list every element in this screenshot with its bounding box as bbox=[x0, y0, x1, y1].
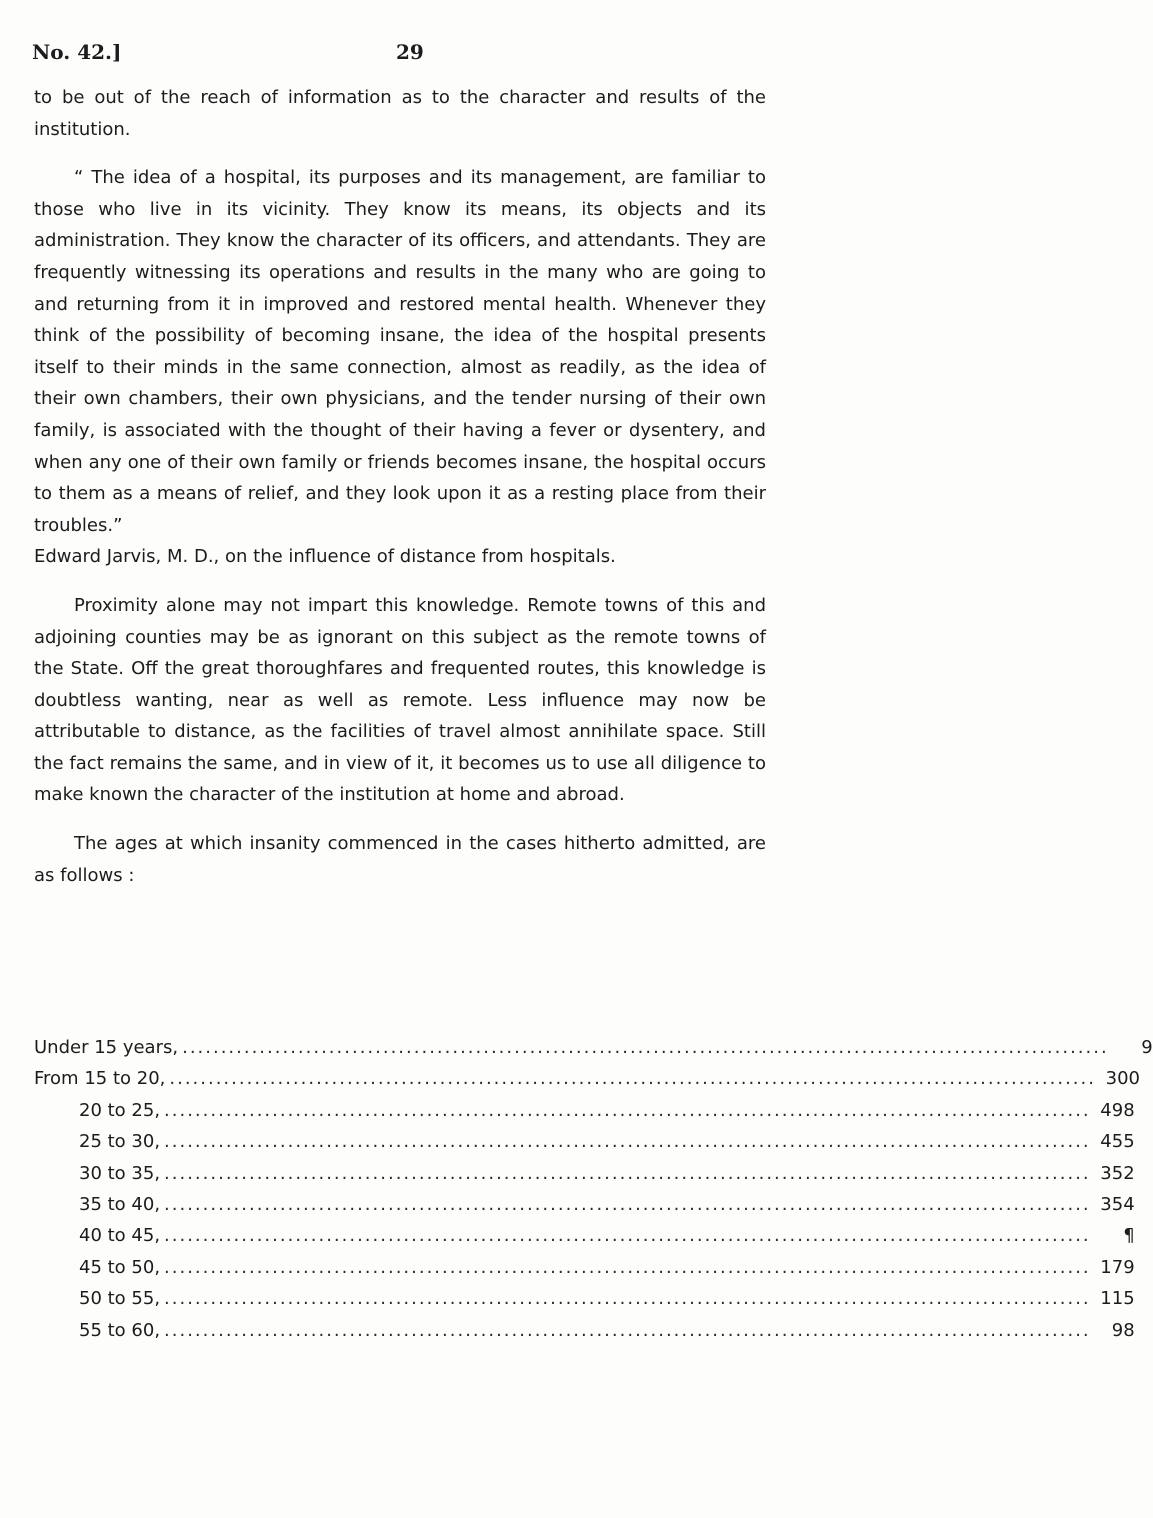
row-label: 20 to 25, bbox=[79, 1099, 161, 1121]
dot-leader: ........................................................................................................................ bbox=[164, 1131, 1091, 1153]
paragraph: Proximity alone may not impart this knowledge. Remote towns of this and adjoining counties may be as ignorant on this subject as the remote towns of the State. Off the great thoroughfares and frequented routes, this knowledge is doubtless wanting, near as well as remote. Less influence may now be attributable to distance, as the facilities of travel almost annihilate space. Still the fact remains the same, and in view of it, it becomes us to use all diligence to make known the character of the institution at home and abroad. bbox=[34, 594, 766, 806]
row-label: 30 to 35, bbox=[79, 1162, 161, 1184]
page-number: 29 bbox=[396, 40, 424, 64]
row-value: 300 bbox=[1105, 1068, 1140, 1090]
row-value: 98 bbox=[1111, 1319, 1135, 1341]
body-text bbox=[34, 82, 766, 891]
dot-leader: ........................................................................................................................ bbox=[164, 1319, 1091, 1341]
dot-leader: ........................................................................................................................ bbox=[164, 1193, 1091, 1215]
row-value: 352 bbox=[1100, 1162, 1135, 1184]
dot-leader: ........................................................................................................................ bbox=[164, 1225, 1091, 1247]
row-label: From 15 to 20, bbox=[34, 1068, 166, 1090]
dot-leader: ........................................................................................................................ bbox=[164, 1288, 1091, 1310]
table-row bbox=[34, 1099, 1135, 1131]
table-row bbox=[34, 1162, 1135, 1194]
table-row bbox=[34, 1288, 1135, 1319]
table-row bbox=[34, 1131, 1135, 1162]
row-label: 25 to 30, bbox=[79, 1131, 161, 1153]
row-value: 9 bbox=[1141, 1037, 1153, 1058]
row-value: ¶ bbox=[1123, 1225, 1135, 1247]
row-value: 115 bbox=[1100, 1288, 1135, 1310]
quotation-attribution: Edward Jarvis, M. D., on the influence of distance from hospitals. bbox=[34, 546, 616, 568]
dot-leader: ........................................................................................................................ bbox=[164, 1162, 1091, 1184]
table-row bbox=[34, 1068, 1140, 1099]
row-label: 50 to 55, bbox=[79, 1288, 161, 1310]
paragraph: to be out of the reach of information as to the character and results of the institution. bbox=[34, 87, 766, 140]
dot-leader: ........................................................................................................................ bbox=[164, 1256, 1091, 1278]
row-label: Under 15 years, bbox=[34, 1037, 179, 1058]
dot-leader: ........................................................................................................................ bbox=[164, 1099, 1091, 1121]
row-value: 179 bbox=[1100, 1256, 1135, 1278]
age-table bbox=[34, 1037, 1153, 1351]
table-row bbox=[34, 1037, 1153, 1068]
row-value: 498 bbox=[1100, 1099, 1135, 1121]
row-label: 40 to 45, bbox=[79, 1225, 161, 1247]
table-row bbox=[34, 1225, 1135, 1256]
table-row bbox=[34, 1319, 1135, 1351]
table-row bbox=[34, 1256, 1135, 1288]
document-number: No. 42.] bbox=[32, 40, 122, 64]
quotation-paragraph: “ The idea of a hospital, its purposes and its management, are familiar to those who live in its vicinity. They know its means, its objects and its administration. They know the character of its officers, and attendants. They are frequently witnessing its operations and results in the many who are going to and returning from it in improved and restored mental health. Whenever they think of the possibility of becoming insane, the idea of the hospital presents itself to their minds in the same connection, almost as readily, as the idea of their own chambers, their own physicians, and the tender nursing of their own family, is associated with the thought of their having a fever or dysentery, and when any one of their own family or friends becomes insane, the hospital occurs to them as a means of relief, and they look upon it as a resting place from their troubles.” bbox=[34, 167, 766, 536]
row-label: 45 to 50, bbox=[79, 1256, 161, 1278]
row-value: 354 bbox=[1100, 1193, 1135, 1215]
page-header bbox=[32, 40, 732, 80]
row-label: 35 to 40, bbox=[79, 1193, 161, 1215]
dot-leader: ........................................................................................................................ bbox=[169, 1068, 1096, 1090]
row-value: 455 bbox=[1100, 1131, 1135, 1153]
paragraph: The ages at which insanity commenced in the cases hitherto admitted, are as follows : bbox=[34, 833, 766, 886]
table-row bbox=[34, 1193, 1135, 1225]
dot-leader: ........................................................................................................................ bbox=[182, 1037, 1109, 1058]
row-label: 55 to 60, bbox=[79, 1319, 161, 1341]
